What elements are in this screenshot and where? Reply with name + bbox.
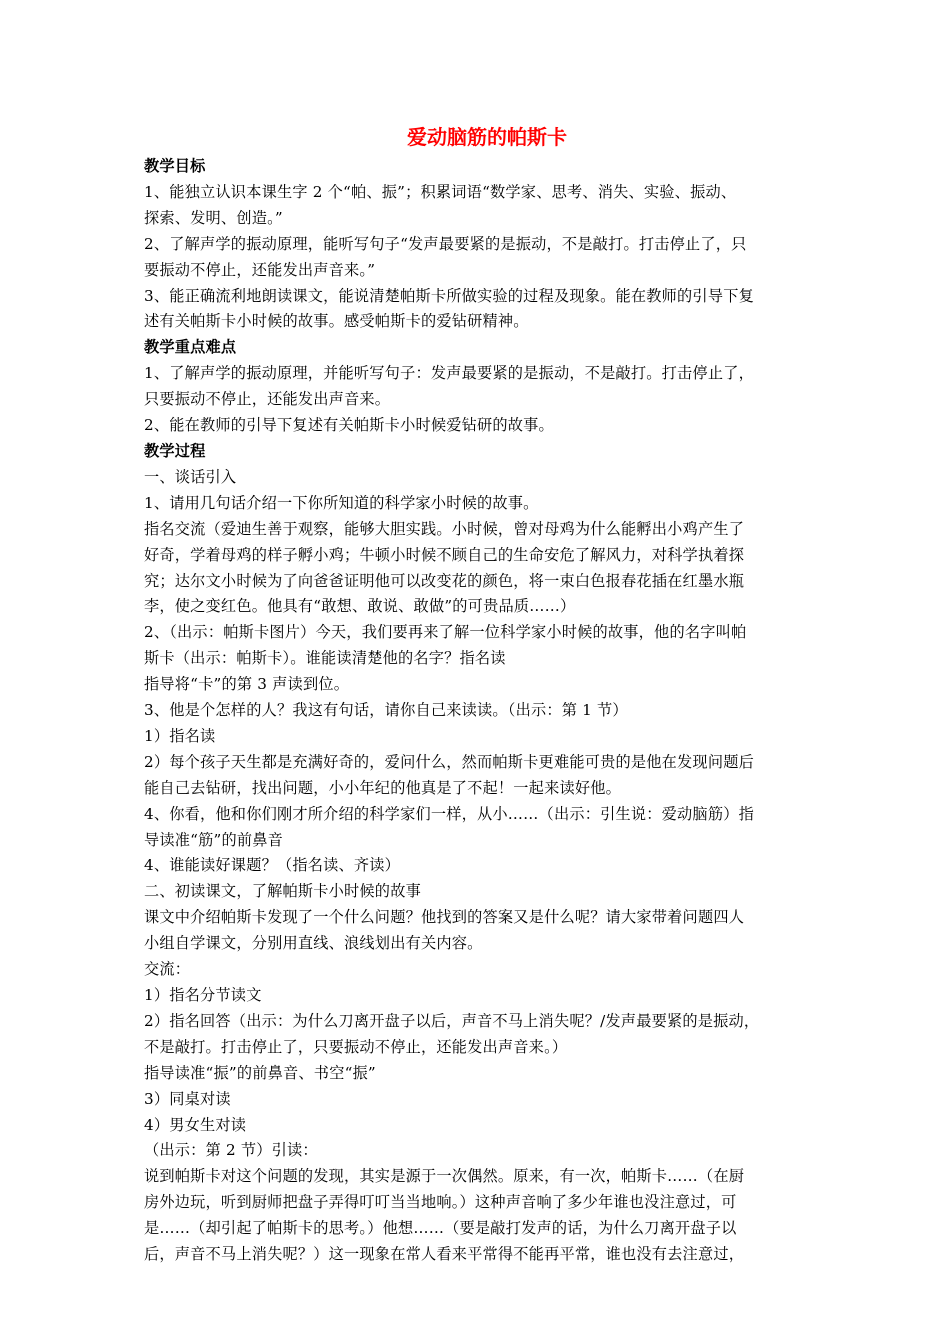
- text-line: 2）指名回答（出示：为什么刀离开盘子以后，声音不马上消失呢？/发声最要紧的是振动，: [144, 1011, 760, 1030]
- text-line: 1）指名分节读文: [144, 986, 262, 1004]
- text-line: 1、了解声学的振动原理，并能听写句子：发声最要紧的是振动，不是敲打。打击停止了，: [144, 364, 754, 383]
- text-line: 交流：: [144, 960, 191, 979]
- text-line: 1）指名读: [144, 726, 216, 745]
- text-line: 3、他是个怎样的人？我这有句话，请你自己来读读。（出示：第 1 节）: [144, 701, 628, 720]
- document-page: [144, 120, 816, 1268]
- text-line: 后，声音不马上消失呢？）这一现象在常人看来平常得不能再平常，谁也没有去注意过，: [144, 1245, 745, 1264]
- text-line: 指导读准“振”的前鼻音、书空“振”: [144, 1063, 376, 1082]
- document-title: 爱动脑筋的帕斯卡: [407, 125, 567, 149]
- text-line: 1、请用几句话介绍一下你所知道的科学家小时候的故事。: [144, 493, 539, 512]
- text-line: 要振动不停止，还能发出声音来。”: [144, 260, 376, 279]
- text-line: 指导将“卡”的第 3 声读到位。: [144, 675, 350, 694]
- text-line: 斯卡（出示：帕斯卡）。谁能读清楚他的名字？指名读: [144, 649, 506, 668]
- text-line: 一、谈话引入: [144, 467, 237, 486]
- text-line: 小组自学课文，分别用直线、浪线划出有关内容。: [144, 934, 483, 953]
- text-line: 指名交流（爱迪生善于观察，能够大胆实践。小时候，曾对母鸡为什么能孵出小鸡产生了: [144, 519, 745, 538]
- section-heading: 教学重点难点: [144, 338, 237, 357]
- text-line: 李，使之变红色。他具有“敢想、敢说、敢做”的可贵品质……）: [144, 597, 576, 616]
- text-line: 4）男女生对读: [144, 1115, 247, 1134]
- text-line: 课文中介绍帕斯卡发现了一个什么问题？他找到的答案又是什么呢？请大家带着问题四人: [144, 908, 745, 927]
- text-line: 2、（出示：帕斯卡图片）今天，我们要再来了解一位科学家小时候的故事，他的名字叫帕: [144, 623, 747, 642]
- text-line: 能自己去钻研，找出问题，小小年纪的他真是了不起！一起来读好他。: [144, 778, 622, 797]
- text-line: 不是敲打。打击停止了，只要振动不停止，还能发出声音来。）: [144, 1037, 568, 1056]
- text-line: 1、能独立认识本课生字 2 个“帕、振”；积累词语“数学家、思考、消失、实验、振动、: [144, 182, 737, 201]
- text-line: 好奇，学着母鸡的样子孵小鸡；牛顿小时候不顾自己的生命安危了解风力，对科学执着探: [144, 545, 745, 564]
- text-line: 只要振动不停止，还能发出声音来。: [144, 390, 391, 409]
- text-line: 4、你看，他和你们刚才所介绍的科学家们一样，从小……（出示：引生说：爱动脑筋）指: [144, 804, 754, 823]
- text-line: 3、能正确流利地朗读课文，能说清楚帕斯卡所做实验的过程及现象。能在教师的引导下复: [144, 286, 754, 305]
- text-line: 导读准“筋”的前鼻音: [144, 830, 284, 849]
- text-line: 2、能在教师的引导下复述有关帕斯卡小时候爱钻研的故事。: [144, 416, 554, 435]
- text-line: 究；达尔文小时候为了向爸爸证明他可以改变花的颜色，将一束白色报春花插在红墨水瓶: [144, 571, 745, 590]
- text-line: 4、谁能读好课题？（指名读、齐读）: [144, 856, 401, 875]
- section-heading: 教学过程: [144, 441, 206, 460]
- text-line: 探索、发明、创造。”: [144, 208, 283, 227]
- text-line: 3）同桌对读: [144, 1089, 231, 1108]
- text-line: 2、了解声学的振动原理，能听写句子“发声最要紧的是振动，不是敲打。打击停止了，只: [144, 234, 747, 253]
- document-body: [144, 154, 816, 1268]
- text-line: 2）每个孩子天生都是充满好奇的，爱问什么，然而帕斯卡更难能可贵的是他在发现问题后: [144, 752, 754, 771]
- text-line: 说到帕斯卡对这个问题的发现，其实是源于一次偶然。原来，有一次，帕斯卡……（在厨: [144, 1167, 745, 1186]
- section-heading: 教学目标: [144, 157, 206, 175]
- text-line: （出示：第 2 节）引读：: [144, 1141, 318, 1160]
- text-line: 是……（却引起了帕斯卡的思考。）他想……（要是敲打发声的话，为什么刀离开盘子以: [144, 1219, 737, 1238]
- text-line: 二、初读课文，了解帕斯卡小时候的故事: [144, 882, 421, 901]
- text-line: 房外边玩，听到厨师把盘子弄得叮叮当当地响。）这种声音响了多少年谁也没注意过，可: [144, 1193, 737, 1212]
- text-line: 述有关帕斯卡小时候的故事。感受帕斯卡的爱钻研精神。: [144, 312, 529, 331]
